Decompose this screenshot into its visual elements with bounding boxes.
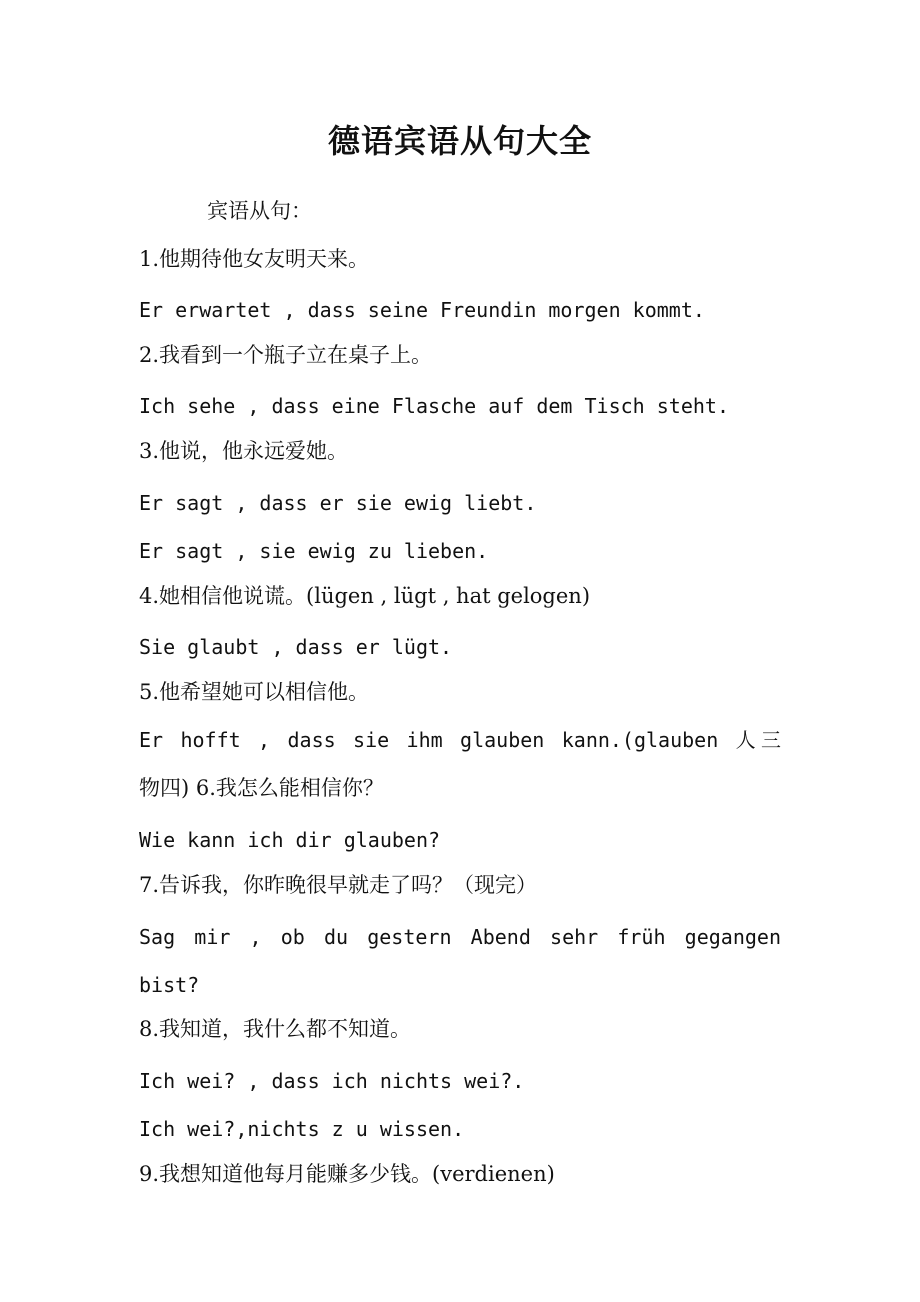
document-title: 德语宾语从句大全 — [327, 122, 592, 160]
sentence-zh-4: 4.她相信他说谎。(lügen , lügt , hat gelogen) — [139, 584, 591, 608]
sentence-de-4: Sie glaubt , dass er lügt. — [139, 635, 453, 659]
sentence-de-2: Ich sehe , dass eine Flasche auf dem Tisch steht. — [139, 394, 730, 418]
sentence-zh-9: 9.我想知道他每月能赚多少钱。(verdienen) — [139, 1162, 555, 1186]
sentence-de-7-continued: bist? — [139, 973, 200, 997]
sentence-de-5: Er hofft , dass sie ihm glauben kann.(glauben 人三 — [139, 728, 781, 752]
sentence-de-8b: Ich wei?,nichts z u wissen. — [139, 1117, 465, 1141]
sentence-de-3b: Er sagt , sie ewig zu lieben. — [139, 539, 489, 563]
sentence-de-7: Sag mir , ob du gestern Abend sehr früh gegangen — [139, 925, 781, 949]
sentence-de-8a: Ich wei? , dass ich nichts wei?. — [139, 1069, 525, 1093]
sentence-zh-8: 8.我知道，我什么都不知道。 — [139, 1017, 412, 1041]
sentence-de-5-continued: 物四) 6.我怎么能相信你？ — [139, 776, 384, 800]
sentence-zh-5: 5.他希望她可以相信他。 — [139, 680, 370, 704]
sentence-zh-3: 3.他说，他永远爱她。 — [139, 439, 349, 463]
section-subheading: 宾语从句： — [207, 199, 312, 223]
sentence-de-1: Er erwartet , dass seine Freundin morgen kommt. — [139, 298, 705, 322]
sentence-de-3a: Er sagt , dass er sie ewig liebt. — [139, 491, 537, 515]
sentence-de-6: Wie kann ich dir glauben? — [139, 828, 441, 852]
sentence-zh-2: 2.我看到一个瓶子立在桌子上。 — [139, 343, 433, 367]
sentence-zh-1: 1.他期待他女友明天来。 — [139, 247, 370, 271]
sentence-zh-7: 7.告诉我，你昨晚很早就走了吗？（现完） — [139, 873, 538, 897]
